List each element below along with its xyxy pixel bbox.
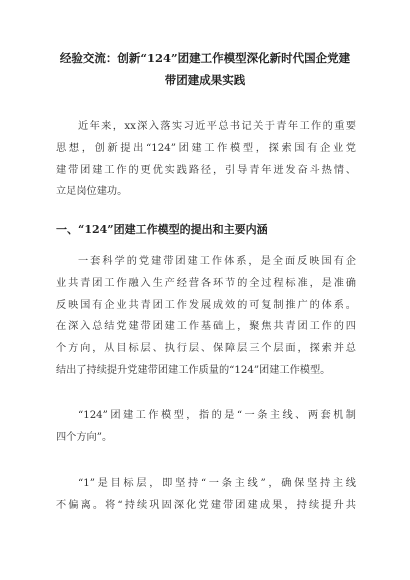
- body-paragraph-2: [56, 405, 356, 449]
- body3-line-1: “1”是目标层，即坚持“一条主线”，确保坚持主线: [78, 478, 356, 489]
- body1-line-2: 业共青团工作融入生产经营各环节的全过程标准，是准确: [56, 277, 356, 289]
- body1-line-3: 反映国有企业共青团工作发展成效的可复制推广的体系。: [56, 299, 356, 311]
- body2-line-1: “124”团建工作模型，指的是“一条主线、两套机制: [78, 410, 356, 421]
- body1-line-5: 个方向，从目标层、执行层、保障层三个层面，探索并总: [56, 343, 356, 355]
- intro-line-3: 建带团建工作的更优实践路径，引导青年迸发奋斗热情、: [56, 164, 356, 176]
- body1-line-1: 一套科学的党建带团建工作体系，是全面反映国有企: [78, 256, 356, 267]
- body1-line-4: 在深入总结党建带团建工作基础上，聚焦共青团工作的四: [56, 321, 356, 333]
- body1-line-6: 结出了持续提升党建带团建工作质量的“124”团建工作模型。: [56, 364, 331, 376]
- intro-line-1: 近年来，xx深入落实习近平总书记关于青年工作的重要: [78, 121, 356, 132]
- body3-line-2: 不偏离。将“持续巩固深化党建带团建成果，持续提升共: [56, 499, 356, 511]
- body2-line-2: 四个方向”。: [56, 431, 113, 443]
- section-heading-1: 一、“124”团建工作模型的提出和主要内涵: [56, 223, 268, 236]
- document-title-line-1: 经验交流：创新“124”团建工作模型深化新时代国企党建: [59, 51, 351, 65]
- intro-paragraph: [56, 116, 356, 203]
- body-paragraph-1: [56, 251, 356, 382]
- document-title-line-2: 带团建成果实践: [164, 73, 246, 87]
- body-paragraph-3: [56, 473, 356, 517]
- intro-line-2: 思想，创新提出“124”团建工作模型，探索国有企业党: [56, 142, 356, 154]
- intro-line-4: 立足岗位建功。: [56, 186, 128, 198]
